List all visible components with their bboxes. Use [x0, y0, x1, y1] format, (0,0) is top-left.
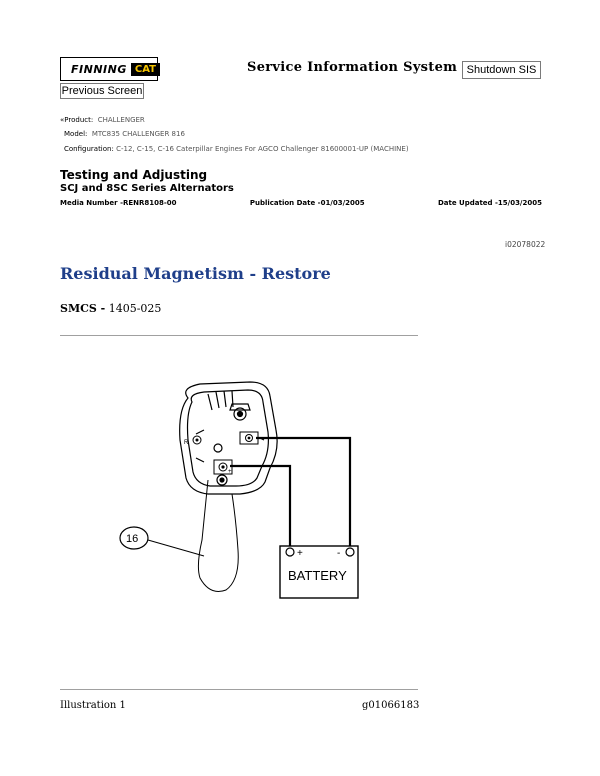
- previous-screen-button[interactable]: Previous Screen: [61, 85, 143, 97]
- product-value: CHALLENGER: [97, 116, 145, 124]
- back-chevron-icon[interactable]: «: [60, 116, 65, 124]
- battery-label: BATTERY: [288, 568, 347, 583]
- model-row: [64, 130, 185, 138]
- illustration-caption: Illustration 1: [60, 700, 126, 711]
- terminal-r: [184, 436, 201, 446]
- battery-plus-label: +: [297, 548, 303, 559]
- shutdown-sis-button[interactable]: Shutdown SIS: [462, 61, 541, 79]
- divider-top: [60, 335, 418, 336]
- system-title: Service Information System: [247, 60, 458, 75]
- battery: [280, 546, 358, 598]
- logo-finning-text: FINNING: [71, 62, 127, 76]
- callout-16: [120, 527, 204, 556]
- graphic-id: g01066183: [362, 700, 420, 711]
- page-title: Residual Magnetism - Restore: [60, 264, 331, 283]
- model-label: Model:: [64, 130, 88, 138]
- smcs-label: SMCS -: [60, 302, 106, 315]
- output-terminal: [240, 432, 258, 444]
- svg-text:+: +: [228, 469, 232, 475]
- product-row: [60, 116, 145, 124]
- jumper-wires: [230, 438, 350, 552]
- publication-row: [60, 199, 542, 207]
- divider-bottom: [60, 689, 418, 690]
- alternator-wiring-illustration: [100, 370, 400, 610]
- callout-16-label: 16: [126, 533, 139, 545]
- model-value: MTC835 CHALLENGER 816: [91, 130, 185, 138]
- date-updated: Date Updated -15/03/2005: [437, 199, 542, 207]
- logo-cat-badge: CAT: [131, 63, 160, 76]
- configuration-row: [64, 145, 409, 153]
- smcs-value: 1405-025: [108, 302, 162, 315]
- configuration-value: C-12, C-15, C-16 Caterpillar Engines For AGCO Challenger 81600001-UP (MACHINE): [116, 145, 409, 153]
- section-heading: Testing and Adjusting: [60, 168, 208, 182]
- product-label: Product:: [64, 116, 94, 124]
- configuration-label: Configuration:: [64, 145, 114, 153]
- smcs-code: [60, 302, 161, 315]
- battery-minus-label: -: [337, 548, 341, 559]
- hand-outline: [198, 480, 238, 592]
- document-id: i02078022: [505, 240, 546, 249]
- finning-cat-logo: [60, 57, 158, 81]
- subsection-heading: SCJ and 8SC Series Alternators: [60, 183, 234, 194]
- publication-date: Publication Date -01/03/2005: [249, 199, 365, 207]
- plus-terminal: [214, 460, 232, 475]
- terminal-r-label: R: [184, 440, 189, 446]
- media-number: Media Number -RENR8108-00: [60, 199, 177, 207]
